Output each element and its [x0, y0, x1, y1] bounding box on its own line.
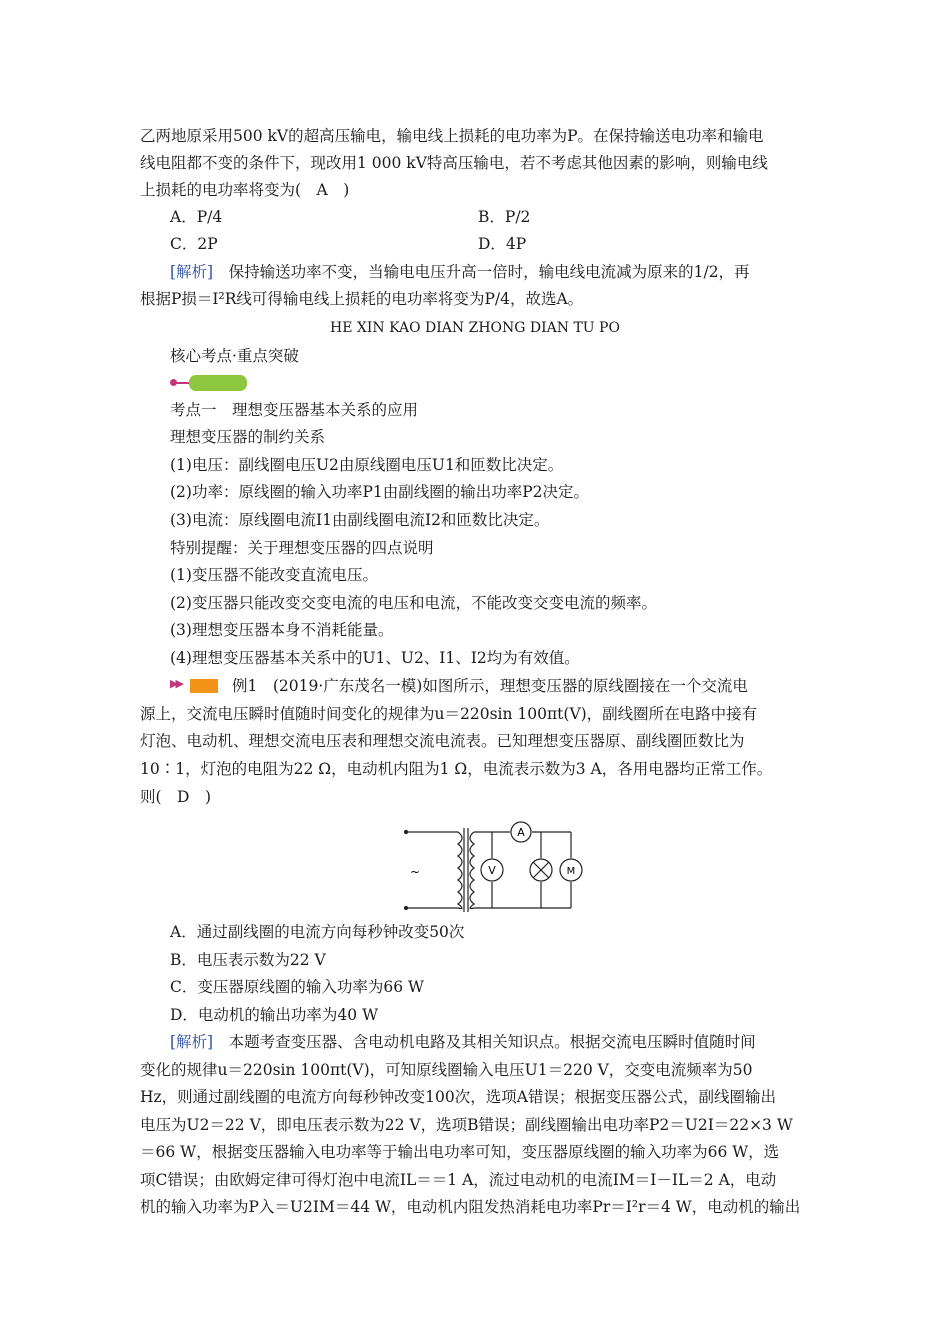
option-b: B．P/2 — [478, 208, 531, 226]
text-line: 上损耗的电功率将变为( A ) — [140, 181, 350, 199]
text-line: 电压为U2＝22 V，即电压表示数为22 V，选项B错误；副线圈输出电功率P2＝U2I＝22×3 W — [140, 1116, 793, 1134]
svg-text:M: M — [566, 866, 576, 877]
text-line: 乙两地原采用500 kV的超高压输电，输电线上损耗的电功率为P。在保持输送电功率和输电 — [140, 127, 764, 145]
option-c: C．2P — [170, 235, 218, 253]
text-line: (3)电流：原线圈电流I1由副线圈电流I2和匝数比决定。 — [170, 511, 550, 529]
svg-text:A: A — [517, 826, 525, 839]
voltmeter-icon — [481, 859, 503, 881]
text-line: 机的输入功率为P入＝U2IM＝44 W，电动机内阻发热消耗电功率Pr＝I²r＝4 W，电动机的输出 — [140, 1198, 801, 1216]
choice-a: A．通过副线圈的电流方向每秒钟改变50次 — [170, 923, 465, 941]
text-line: 理想变压器的制约关系 — [170, 428, 326, 446]
text-line: 项C错误；由欧姆定律可得灯泡中电流IL＝＝1 A，流过电动机的电流IM＝I－IL＝2 A，电动 — [140, 1171, 777, 1189]
text-line: (1)电压：副线圈电压U2由原线圈电压U1和匝数比决定。 — [170, 456, 564, 474]
text-line: 根据P损＝I²R线可得输电线上损耗的电功率将变为P/4，故选A。 — [140, 290, 584, 308]
text-line: (4)理想变压器基本关系中的U1、U2、I1、I2均为有效值。 — [170, 649, 580, 667]
heading-pill-icon — [189, 375, 247, 391]
circuit-diagram — [400, 820, 590, 920]
svg-text:V: V — [488, 864, 496, 877]
choice-b: B．电压表示数为22 V — [170, 951, 326, 969]
topic-title: 考点一 理想变压器基本关系的应用 — [170, 401, 419, 419]
analysis-text: 保持输送功率不变，当输电电压升高一倍时，输电线电流减为原来的1/2，再 — [213, 263, 750, 281]
text-line: 线电阻都不变的条件下，现改用1 000 kV特高压输电，若不考虑其他因素的影响，则输电线 — [140, 154, 768, 172]
lamp-icon — [530, 859, 552, 881]
ac-source-icon: ~ — [410, 865, 421, 879]
analysis-line — [170, 262, 750, 282]
analysis-tag: [解析] — [170, 263, 214, 281]
analysis-line — [170, 1032, 756, 1052]
option-a: A．P/4 — [170, 208, 223, 226]
analysis-text: 本题考查变压器、含电动机电路及其相关知识点。根据交流电压瞬时值随时间 — [213, 1033, 756, 1051]
text-line: 则( D ) — [140, 788, 212, 806]
analysis-tag: [解析] — [170, 1033, 214, 1051]
text-line: (1)变压器不能改变直流电压。 — [170, 566, 378, 584]
motor-icon — [560, 859, 582, 881]
text-line: (3)理想变压器本身不消耗能量。 — [170, 621, 394, 639]
text-line: (2)功率：原线圈的输入功率P1由副线圈的输出功率P2决定。 — [170, 483, 590, 501]
pinyin-heading: HE XIN KAO DIAN ZHONG DIAN TU PO — [330, 320, 620, 336]
text-line: 灯泡、电动机、理想交流电压表和理想交流电流表。已知理想变压器原、副线圈匝数比为 — [140, 732, 745, 750]
text-line: Hz，则通过副线圈的电流方向每秒钟改变100次，选项A错误；根据变压器公式，副线圈输出 — [140, 1088, 776, 1106]
choice-c: C．变压器原线圈的输入功率为66 W — [170, 978, 424, 996]
text-line: (2)变压器只能改变交变电流的电压和电流，不能改变交变电流的频率。 — [170, 594, 657, 612]
text-line: 源上，交流电压瞬时值随时间变化的规律为u＝220sin 100πt(V)，副线圈所在电路中接有 — [140, 705, 758, 723]
example-line: 例1 (2019·广东茂名一模)如图所示，理想变压器的原线圈接在一个交流电 — [232, 677, 748, 695]
text-line: 变化的规律u＝220sin 100πt(V)，可知原线圈输入电压U1＝220 V，交变电流频率为50 — [140, 1061, 753, 1079]
option-d: D．4P — [478, 235, 527, 253]
section-heading: 核心考点·重点突破 — [170, 347, 299, 365]
choice-d: D．电动机的输出功率为40 W — [170, 1006, 379, 1024]
text-line: 10∶1，灯泡的电阻为22 Ω，电动机内阻为1 Ω，电流表示数为3 A，各用电器均正常工作。 — [140, 760, 773, 778]
text-line: 特别提醒：关于理想变压器的四点说明 — [170, 539, 434, 557]
text-line: ＝66 W，根据变压器输入电功率等于输出电功率可知，变压器原线圈的输入功率为66 W，选 — [140, 1143, 780, 1161]
ammeter-icon — [511, 822, 531, 842]
example-arrow-icon: ▶▶ — [170, 677, 181, 690]
example-badge-icon — [190, 679, 218, 693]
